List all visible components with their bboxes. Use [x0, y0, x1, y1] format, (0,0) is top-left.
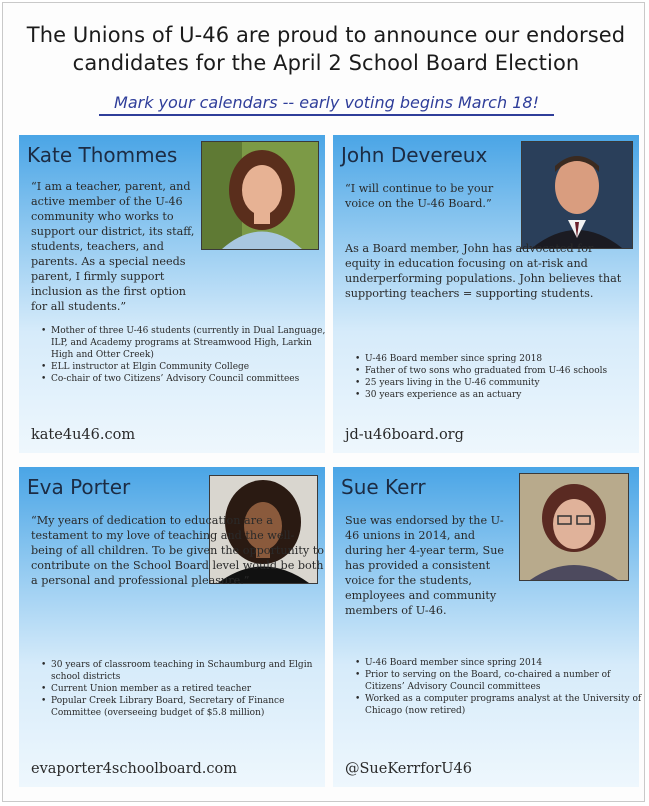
- candidate-photo: [521, 141, 633, 249]
- list-item: • ELL instructor at Elgin Community College: [51, 361, 333, 373]
- candidate-card-kate-thommes: [19, 135, 325, 453]
- quote-text: “I will continue to be your voice on the U-46 Board.”: [345, 182, 494, 210]
- list-item: • 30 years of classroom teaching in Schaumburg and Elgin school districts: [51, 659, 333, 683]
- portrait-sue-kerr: [520, 474, 628, 580]
- candidate-website[interactable]: evaporter4schoolboard.com: [31, 761, 238, 777]
- candidate-name: John Devereux: [341, 143, 488, 167]
- bio-text: As a Board member, John has advocated for equity in education focusing on at-risk and underperforming populations. John believes that supporting teachers = supporting students.: [345, 242, 622, 300]
- list-item: • Popular Creek Library Board, Secretary of Finance Committee (overseeing budget of $5.8 million): [51, 695, 333, 719]
- candidate-bio: [345, 241, 630, 301]
- candidate-card-sue-kerr: [333, 467, 642, 787]
- title-line-1: The Unions of U-46 are proud to announce our endorsed: [26, 23, 626, 47]
- list-item: • U-46 Board member since spring 2018: [365, 353, 647, 365]
- candidate-bullets: [35, 325, 333, 385]
- list-item: • 25 years living in the U-46 community: [365, 377, 647, 389]
- candidate-quote: [31, 513, 326, 588]
- candidate-name: Eva Porter: [27, 475, 131, 499]
- list-item: • Current Union member as a retired teacher: [51, 683, 333, 695]
- quote-text: “My years of dedication to education are a testament to my love of teaching and the well-being of all children. To be given the opportunity to contribute on the School Board level would be both a personal and professional pleasure.”: [31, 514, 324, 587]
- portrait-kate-thommes: [202, 142, 318, 249]
- candidate-quote: [345, 181, 513, 211]
- candidate-website[interactable]: @SueKerrforU46: [345, 761, 472, 777]
- candidate-name: Sue Kerr: [341, 475, 426, 499]
- candidate-card-john-devereux: [333, 135, 639, 453]
- candidate-bullets: [349, 353, 647, 401]
- list-item: • Worked as a computer programs analyst at the University of Chicago (now retired): [365, 693, 647, 717]
- list-item: • Father of two sons who graduated from U-46 schools: [365, 365, 647, 377]
- candidate-bullets: [35, 659, 333, 719]
- candidate-website[interactable]: kate4u46.com: [31, 427, 136, 443]
- flyer: [2, 2, 645, 802]
- list-item: • Co-chair of two Citizens’ Advisory Council committees: [51, 373, 333, 385]
- candidate-quote: [31, 179, 199, 314]
- list-item: • Prior to serving on the Board, co-chaired a number of Citizens’ Advisory Council committees: [365, 669, 647, 693]
- candidate-photo: [519, 473, 629, 581]
- candidate-name: Kate Thommes: [27, 143, 178, 167]
- candidate-website[interactable]: jd-u46board.org: [345, 427, 464, 443]
- flyer-title: [13, 21, 639, 77]
- list-item: • 30 years experience as an actuary: [365, 389, 647, 401]
- candidate-photo: [201, 141, 319, 250]
- list-item: • Mother of three U-46 students (currently in Dual Language, ILP, and Academy programs at Streamwood High, Larkin High and Otter Creek): [51, 325, 333, 361]
- candidate-bio: [345, 513, 515, 618]
- title-line-2: candidates for the April 2 School Board Election: [72, 51, 580, 75]
- candidate-card-eva-porter: [19, 467, 325, 787]
- portrait-john-devereux: [522, 142, 632, 248]
- candidate-bullets: [349, 657, 647, 717]
- early-voting-banner: Mark your calendars -- early voting begins March 18!: [99, 93, 554, 116]
- list-item: • U-46 Board member since spring 2014: [365, 657, 647, 669]
- quote-text: “I am a teacher, parent, and active member of the U-46 community who works to support our district, its staff, students, teachers, and parents. As a special needs parent, I firmly support inclusion as the first option for all students.”: [31, 180, 195, 313]
- bio-text: Sue was endorsed by the U-46 unions in 2014, and during her 4-year term, Sue has provided a consistent voice for the students, employees and community members of U-46.: [345, 514, 505, 617]
